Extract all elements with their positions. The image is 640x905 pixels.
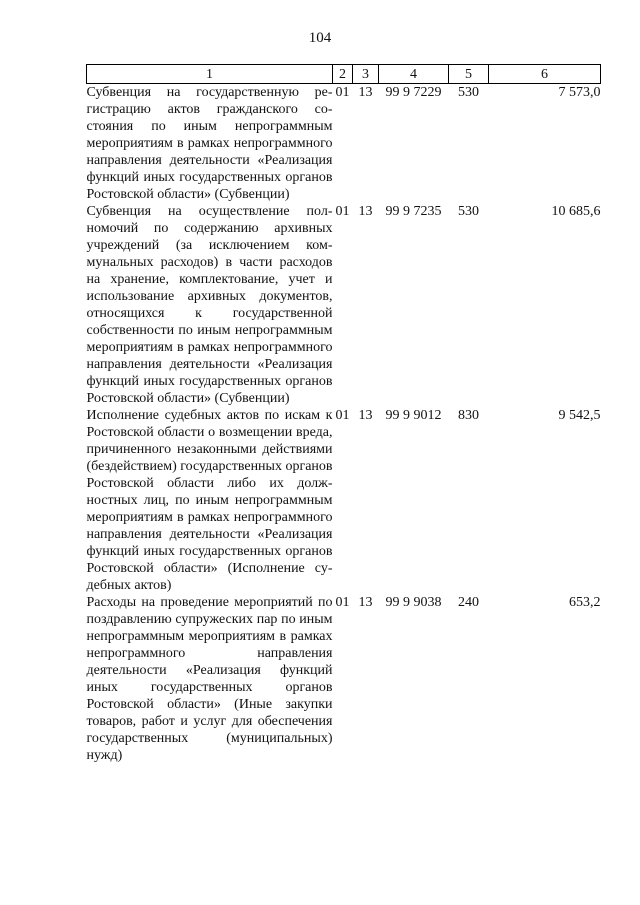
- row-amount: 10 685,6: [551, 204, 601, 219]
- row-description: Субвенция на государственную регистрацию актов гражданского состояния по иным непрограммным мероприятиям в рамках непрограммного направления деятельности «Реализация функций иных государственных органов Ростовской области» (Субвенции): [86, 85, 333, 202]
- page-number: 104: [308, 30, 332, 46]
- row-subsection: 13: [358, 595, 373, 610]
- table-row: [87, 203, 601, 407]
- row-subsection: 13: [358, 408, 373, 423]
- row-target-code: 99 9 7229: [385, 85, 442, 100]
- column-header: 5: [449, 65, 489, 84]
- row-amount: 653,2: [569, 595, 601, 610]
- row-amount: 9 542,5: [558, 408, 601, 423]
- row-section: 01: [335, 595, 350, 610]
- row-description: Субвенция на осуществление полномочий по содержанию архивных учреждений (за исключением коммунальных расходов) в части расходов на хранение, комплектование, учет и использование архивных документов, относящихся к государственной собственности по иным непрограммным мероприятиям в рамках непрограммного направления деятельности «Реализация функций иных государственных органов Ростовской области» (Субвенции): [86, 204, 333, 406]
- row-expense-type: 240: [458, 595, 479, 610]
- table-row: [87, 594, 601, 764]
- row-expense-type: 530: [458, 85, 479, 100]
- budget-table: [86, 64, 601, 764]
- column-header: 6: [489, 65, 601, 84]
- row-target-code: 99 9 7235: [385, 204, 442, 219]
- header-row: [87, 65, 601, 84]
- table-body: [87, 84, 601, 765]
- row-target-code: 99 9 9038: [385, 595, 442, 610]
- column-header: 1: [87, 65, 333, 84]
- row-description: Исполнение судебных актов по искам к Ростовской области о возмещении вреда, причиненного незаконными действиями (бездействием) государственных органов Ростовской области либо их должностных лиц, по иным непрограммным мероприятиям в рамках непрограммного направления деятельности «Реализация функций иных государственных органов Ростовской области» (Исполнение судебных актов): [86, 408, 333, 593]
- row-subsection: 13: [358, 85, 373, 100]
- row-amount: 7 573,0: [558, 85, 601, 100]
- row-section: 01: [335, 408, 350, 423]
- row-description: Расходы на проведение мероприятий по поздравлению супружеских пар по иным непрограммным мероприятиям в рамках непрограммного направления деятельности «Реализация функций иных государственных органов Ростовской области» (Иные закупки товаров, работ и услуг для обеспечения государственных (муниципальных) нужд): [86, 595, 333, 763]
- row-subsection: 13: [358, 204, 373, 219]
- column-header: 2: [333, 65, 353, 84]
- table-header: [87, 65, 601, 84]
- table-row: [87, 84, 601, 204]
- column-header: 4: [379, 65, 449, 84]
- row-section: 01: [335, 204, 350, 219]
- column-header: 3: [353, 65, 379, 84]
- row-target-code: 99 9 9012: [385, 408, 442, 423]
- row-expense-type: 830: [458, 408, 479, 423]
- row-expense-type: 530: [458, 204, 479, 219]
- table-row: [87, 407, 601, 594]
- row-section: 01: [335, 85, 350, 100]
